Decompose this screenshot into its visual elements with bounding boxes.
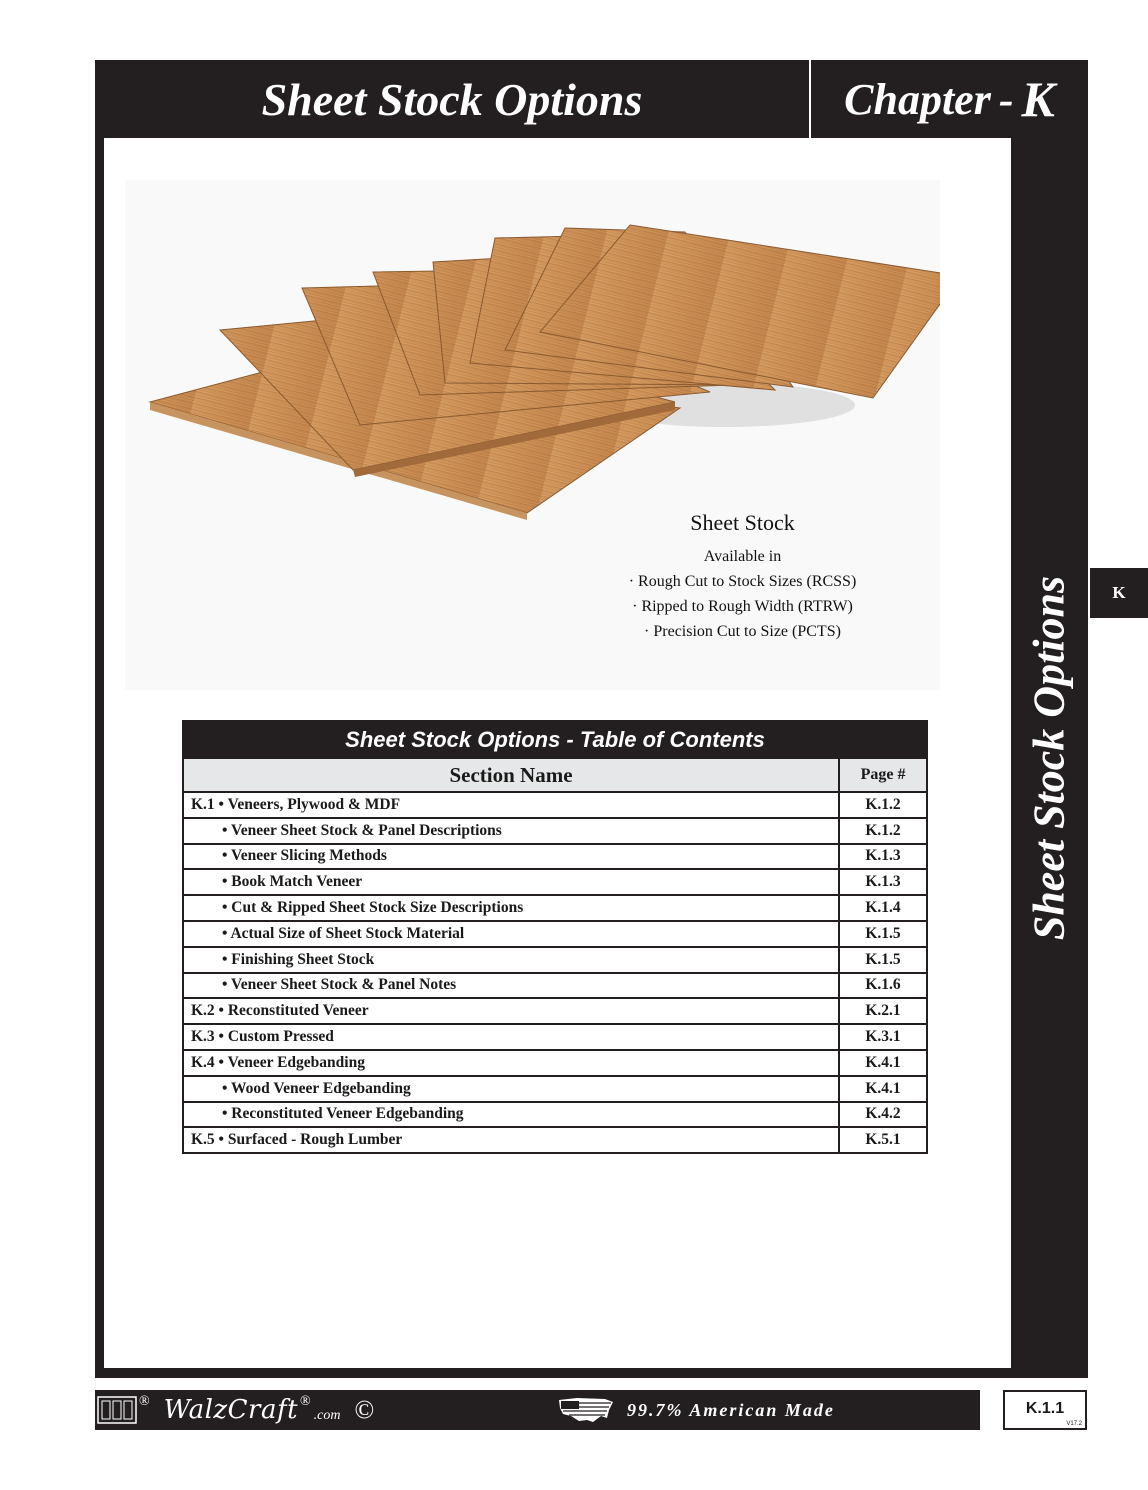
frame-left-border bbox=[95, 138, 104, 1378]
copyright-mark: © bbox=[354, 1395, 375, 1424]
page-title: Sheet Stock Options bbox=[261, 73, 643, 125]
table-row[interactable] bbox=[184, 1025, 926, 1051]
section-name: • Finishing Sheet Stock bbox=[184, 948, 840, 972]
table-row[interactable] bbox=[184, 819, 926, 845]
table-row[interactable] bbox=[184, 793, 926, 819]
section-name: • Cut & Ripped Sheet Stock Size Descriptions bbox=[184, 896, 840, 920]
page-ref: K.4.2 bbox=[865, 1105, 901, 1123]
page-ref: K.2.1 bbox=[865, 1002, 901, 1020]
frame-bottom-border bbox=[95, 1368, 1088, 1378]
chapter-label bbox=[811, 60, 1088, 138]
page-ref: K.1.3 bbox=[865, 847, 901, 865]
section-name: • Book Match Veneer bbox=[184, 870, 840, 894]
american-made bbox=[557, 1390, 835, 1430]
section-name: K.1 • Veneers, Plywood & MDF bbox=[184, 793, 840, 817]
photo-caption bbox=[600, 510, 885, 644]
table-row[interactable] bbox=[184, 974, 926, 1000]
page-ref: K.4.1 bbox=[865, 1079, 901, 1097]
table-row[interactable] bbox=[184, 1051, 926, 1077]
footer-bar bbox=[95, 1390, 980, 1430]
table-row[interactable] bbox=[184, 1128, 926, 1152]
table-row[interactable] bbox=[184, 948, 926, 974]
section-name: • Veneer Sheet Stock & Panel Notes bbox=[184, 974, 840, 998]
chapter-letter: K bbox=[1021, 71, 1055, 127]
section-name: K.5 • Surfaced - Rough Lumber bbox=[184, 1128, 840, 1152]
brand-logo[interactable] bbox=[95, 1390, 374, 1430]
table-row[interactable] bbox=[184, 1077, 926, 1103]
chapter-separator: - bbox=[998, 74, 1014, 124]
page-number: K.1.1 bbox=[1025, 1400, 1065, 1417]
page-ref: K.1.2 bbox=[865, 795, 901, 813]
page-ref: K.5.1 bbox=[865, 1131, 901, 1149]
page-ref: K.1.5 bbox=[865, 950, 901, 968]
table-row[interactable] bbox=[184, 922, 926, 948]
column-header-page: Page # bbox=[860, 766, 906, 783]
page-ref: K.1.4 bbox=[865, 899, 901, 917]
brand-name: WalzCraft bbox=[163, 1395, 299, 1425]
page-header bbox=[95, 60, 1088, 138]
registered-mark: ® bbox=[139, 1394, 150, 1409]
cabinet-door-icon bbox=[97, 1395, 137, 1425]
section-name: • Wood Veneer Edgebanding bbox=[184, 1077, 840, 1101]
side-spine bbox=[1011, 138, 1088, 1378]
caption-option: · Ripped to Rough Width (RTRW) bbox=[632, 598, 853, 615]
table-row[interactable] bbox=[184, 999, 926, 1025]
table-row[interactable] bbox=[184, 896, 926, 922]
section-name: • Veneer Sheet Stock & Panel Descriptions bbox=[184, 819, 840, 843]
table-row[interactable] bbox=[184, 1103, 926, 1129]
caption-title: Sheet Stock bbox=[690, 510, 795, 535]
column-header-section: Section Name bbox=[184, 759, 840, 791]
table-row[interactable] bbox=[184, 870, 926, 896]
section-name: K.3 • Custom Pressed bbox=[184, 1025, 840, 1049]
brand-suffix: .com bbox=[313, 1408, 341, 1423]
toc-header-row bbox=[184, 757, 926, 793]
caption-subtitle: Available in bbox=[703, 548, 782, 565]
page-number-box bbox=[1003, 1390, 1087, 1430]
brand-registered-mark: ® bbox=[300, 1394, 311, 1409]
spine-title: Sheet Stock Options bbox=[1024, 575, 1074, 941]
section-name: • Reconstituted Veneer Edgebanding bbox=[184, 1103, 840, 1127]
chapter-tab[interactable]: K bbox=[1090, 568, 1148, 618]
tagline: 99.7% American Made bbox=[627, 1399, 835, 1420]
page-ref: K.1.2 bbox=[865, 821, 901, 839]
section-name: • Veneer Slicing Methods bbox=[184, 845, 840, 869]
page-ref: K.3.1 bbox=[865, 1028, 901, 1046]
toc-title: Sheet Stock Options - Table of Contents bbox=[184, 722, 926, 757]
chapter-word: Chapter bbox=[844, 74, 991, 124]
table-row[interactable] bbox=[184, 845, 926, 871]
caption-option: · Precision Cut to Size (PCTS) bbox=[644, 623, 841, 640]
section-name: K.2 • Reconstituted Veneer bbox=[184, 999, 840, 1023]
page-ref: K.4.1 bbox=[865, 1053, 901, 1071]
version-label: V17.2 bbox=[1066, 1421, 1082, 1427]
section-name: K.4 • Veneer Edgebanding bbox=[184, 1051, 840, 1075]
table-of-contents bbox=[182, 720, 928, 1154]
page-ref: K.1.6 bbox=[865, 976, 901, 994]
section-name: • Actual Size of Sheet Stock Material bbox=[184, 922, 840, 946]
caption-option: · Rough Cut to Stock Sizes (RCSS) bbox=[628, 573, 857, 590]
usa-flag-map-icon bbox=[557, 1394, 617, 1426]
page-ref: K.1.3 bbox=[865, 873, 901, 891]
page-ref: K.1.5 bbox=[865, 924, 901, 942]
